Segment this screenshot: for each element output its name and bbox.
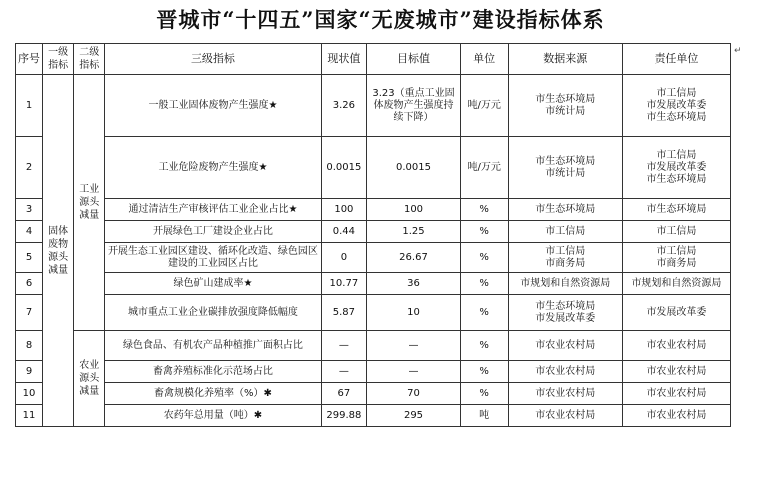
target-value: 0.0015 [367,137,461,199]
table-row [16,137,731,199]
responsible-line: 市生态环境局 [646,203,707,215]
current-value: 3.26 [321,75,367,137]
table-row [16,331,731,361]
responsible-cell [622,295,730,331]
table-row [16,405,731,427]
source-cell [508,295,622,331]
source-line: 市商务局 [545,257,586,269]
unit-cell: % [460,383,508,405]
row-number: 2 [16,137,43,199]
table-row [16,273,731,295]
table-row [16,75,731,137]
responsible-cell [622,273,730,295]
row-number: 6 [16,273,43,295]
unit-cell: % [460,243,508,273]
unit-cell: % [460,331,508,361]
table-row [16,361,731,383]
table-row [16,199,731,221]
source-cell [508,221,622,243]
row-number: 10 [16,383,43,405]
source-cell [508,361,622,383]
responsible-cell [622,361,730,383]
source-cell [508,75,622,137]
source-cell [508,331,622,361]
paragraph-mark: ↵ [734,46,742,56]
table-row [16,383,731,405]
responsible-line: 市生态环境局 [646,173,707,185]
indicator-cell: 通过清洁生产审核评估工业企业占比★ [105,199,321,221]
header-no: 序号 [16,44,43,75]
responsible-line: 市工信局 [656,149,697,161]
responsible-line: 市商务局 [656,257,697,269]
header-source: 数据来源 [508,44,622,75]
responsible-line: 市规划和自然资源局 [631,277,722,289]
target-value: 1.25 [367,221,461,243]
responsible-cell [622,383,730,405]
row-number: 9 [16,361,43,383]
responsible-cell [622,75,730,137]
target-value: — [367,331,461,361]
indicator-cell: 畜禽养殖标准化示范场占比 [105,361,321,383]
indicator-cell: 绿色矿山建成率★ [105,273,321,295]
row-number: 5 [16,243,43,273]
source-cell [508,199,622,221]
source-line: 市发展改革委 [535,312,596,324]
header-target: 目标值 [367,44,461,75]
source-line: 市规划和自然资源局 [520,277,611,289]
target-value: 295 [367,405,461,427]
current-value: 100 [321,199,367,221]
indicator-cell: 绿色食品、有机农产品种植推广面积占比 [105,331,321,361]
responsible-cell [622,331,730,361]
source-line: 市工信局 [545,245,586,257]
source-line: 市农业农村局 [535,387,596,399]
current-value: — [321,361,367,383]
target-value: 10 [367,295,461,331]
current-value: 67 [321,383,367,405]
responsible-cell [622,137,730,199]
source-line: 市农业农村局 [535,339,596,351]
source-cell [508,405,622,427]
row-number: 4 [16,221,43,243]
current-value: 10.77 [321,273,367,295]
header-current: 现状值 [321,44,367,75]
unit-cell: 吨/万元 [460,137,508,199]
header-level3: 三级指标 [105,44,321,75]
responsible-line: 市工信局 [656,87,697,99]
unit-cell: % [460,199,508,221]
source-line: 市统计局 [545,105,586,117]
indicator-cell: 一般工业固体废物产生强度★ [105,75,321,137]
unit-cell: 吨 [460,405,508,427]
responsible-cell [622,405,730,427]
level2-label-agri: 农业源头减量 [79,360,100,397]
responsible-cell [622,243,730,273]
source-cell [508,383,622,405]
header-level2: 二级指标 [74,44,105,75]
indicator-cell: 开展绿色工厂建设企业占比 [105,221,321,243]
source-line: 市生态环境局 [535,93,596,105]
target-value: 36 [367,273,461,295]
source-cell [508,243,622,273]
responsible-line: 市农业农村局 [646,409,707,421]
level2-label-industry: 工业源头减量 [79,184,100,221]
indicator-cell: 开展生态工业园区建设、循环化改造、绿色园区建设的工业园区占比 [105,243,321,273]
current-value: 0.44 [321,221,367,243]
responsible-cell [622,221,730,243]
row-number: 11 [16,405,43,427]
target-value: 70 [367,383,461,405]
indicator-cell: 工业危险废物产生强度★ [105,137,321,199]
responsible-line: 市工信局 [656,225,697,237]
page-title: 晋城市“十四五”国家“无废城市”建设指标体系 [156,7,605,32]
responsible-line: 市工信局 [656,245,697,257]
target-value: 100 [367,199,461,221]
table-row [16,295,731,331]
table-row [16,243,731,273]
source-line: 市生态环境局 [535,300,596,312]
unit-cell: % [460,273,508,295]
source-cell [508,137,622,199]
source-line: 市统计局 [545,167,586,179]
current-value: 0 [321,243,367,273]
source-cell [508,273,622,295]
level1-label: 固体废物源头减量 [48,225,69,276]
indicator-cell: 城市重点工业企业碳排放强度降低幅度 [105,295,321,331]
unit-cell: 吨/万元 [460,75,508,137]
responsible-line: 市发展改革委 [646,161,707,173]
unit-cell: % [460,221,508,243]
current-value: 5.87 [321,295,367,331]
row-number: 3 [16,199,43,221]
header-unit: 单位 [460,44,508,75]
indicator-cell: 畜禽规模化养殖率（%）✱ [105,383,321,405]
row-number: 1 [16,75,43,137]
responsible-line: 市生态环境局 [646,111,707,123]
source-line: 市农业农村局 [535,409,596,421]
responsible-line: 市发展改革委 [646,99,707,111]
header-row [16,44,731,75]
responsible-cell [622,199,730,221]
target-value: 3.23（重点工业固体废物产生强度持续下降） [367,75,461,137]
header-responsible: 责任单位 [622,44,730,75]
source-line: 市工信局 [545,225,586,237]
current-value: — [321,331,367,361]
indicator-table [15,43,731,427]
source-line: 市生态环境局 [535,155,596,167]
unit-cell: % [460,361,508,383]
current-value: 299.88 [321,405,367,427]
row-number: 7 [16,295,43,331]
responsible-line: 市农业农村局 [646,339,707,351]
table-row [16,221,731,243]
current-value: 0.0015 [321,137,367,199]
source-line: 市生态环境局 [535,203,596,215]
unit-cell: % [460,295,508,331]
level1-cell [43,75,74,427]
responsible-line: 市农业农村局 [646,387,707,399]
row-number: 8 [16,331,43,361]
target-value: 26.67 [367,243,461,273]
indicator-cell: 农药年总用量（吨）✱ [105,405,321,427]
source-line: 市农业农村局 [535,365,596,377]
target-value: — [367,361,461,383]
responsible-line: 市农业农村局 [646,365,707,377]
header-level1: 一级指标 [43,44,74,75]
level2-cell [74,331,105,427]
level2-cell [74,75,105,331]
responsible-line: 市发展改革委 [646,306,707,318]
